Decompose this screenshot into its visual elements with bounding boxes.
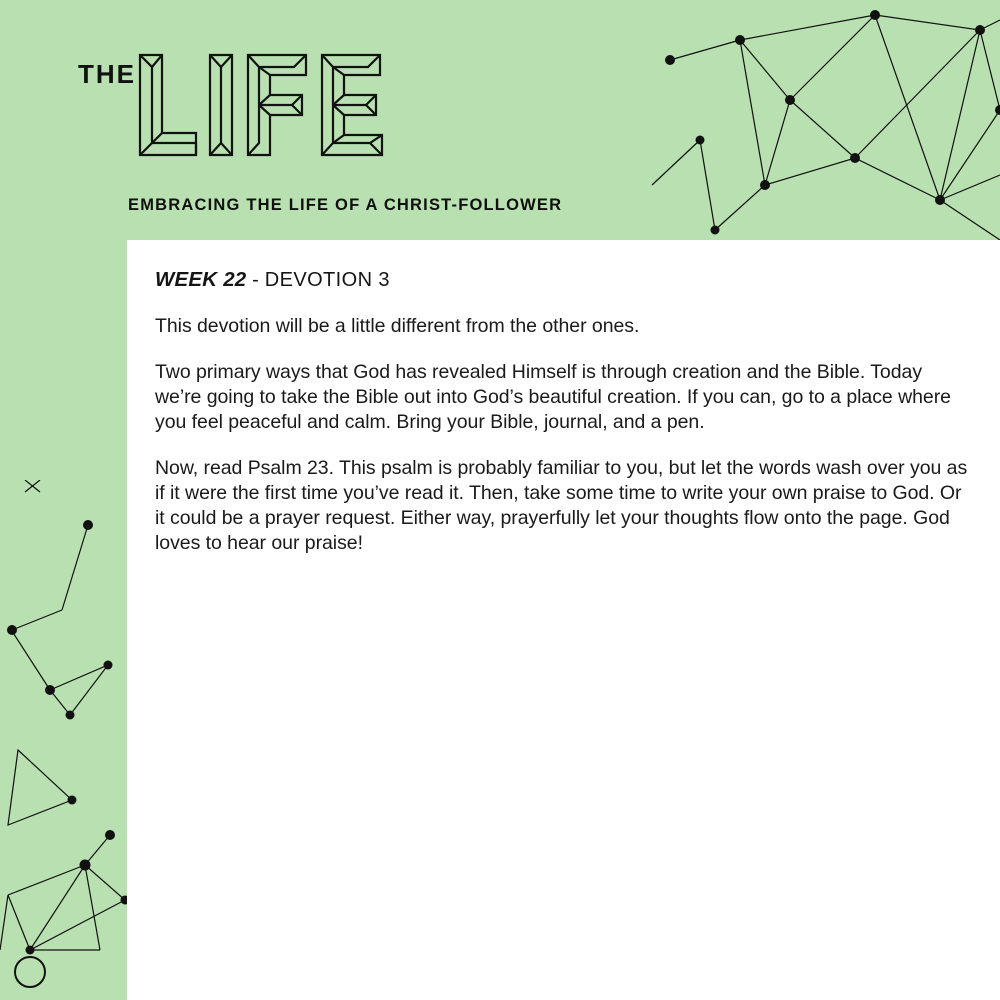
constellation-left-icon	[0, 480, 130, 1000]
devotion-label: DEVOTION 3	[264, 269, 390, 291]
week-label: WEEK 22	[155, 268, 247, 291]
brand-logo	[78, 45, 563, 215]
life-wordmark-icon	[78, 45, 498, 190]
content-card	[127, 240, 1000, 1000]
body-paragraph: Two primary ways that God has revealed Himself is through creation and the Bible. Today we’re going to take the Bible out into God’s beautiful creation. If you can, go to a place where you feel peaceful and calm. Bring your Bible, journal, and a pen.	[155, 361, 951, 433]
logo-the-text: THE	[78, 59, 136, 89]
brand-tagline: EMBRACING THE LIFE OF A CHRIST-FOLLOWER	[128, 196, 563, 214]
constellation-top-right-icon	[640, 0, 1000, 250]
page-title	[155, 268, 970, 292]
heading-separator: -	[246, 269, 265, 291]
body-paragraph: This devotion will be a little different from the other ones.	[155, 315, 640, 337]
body-paragraph: Now, read Psalm 23. This psalm is probably familiar to you, but let the words wash over you as if it were the first time you’ve read it. Then, take some time to write your own praise to God. Or it could be a prayer request. Either way, prayerfully let your thoughts flow onto the page. God loves to hear our praise!	[155, 457, 968, 554]
